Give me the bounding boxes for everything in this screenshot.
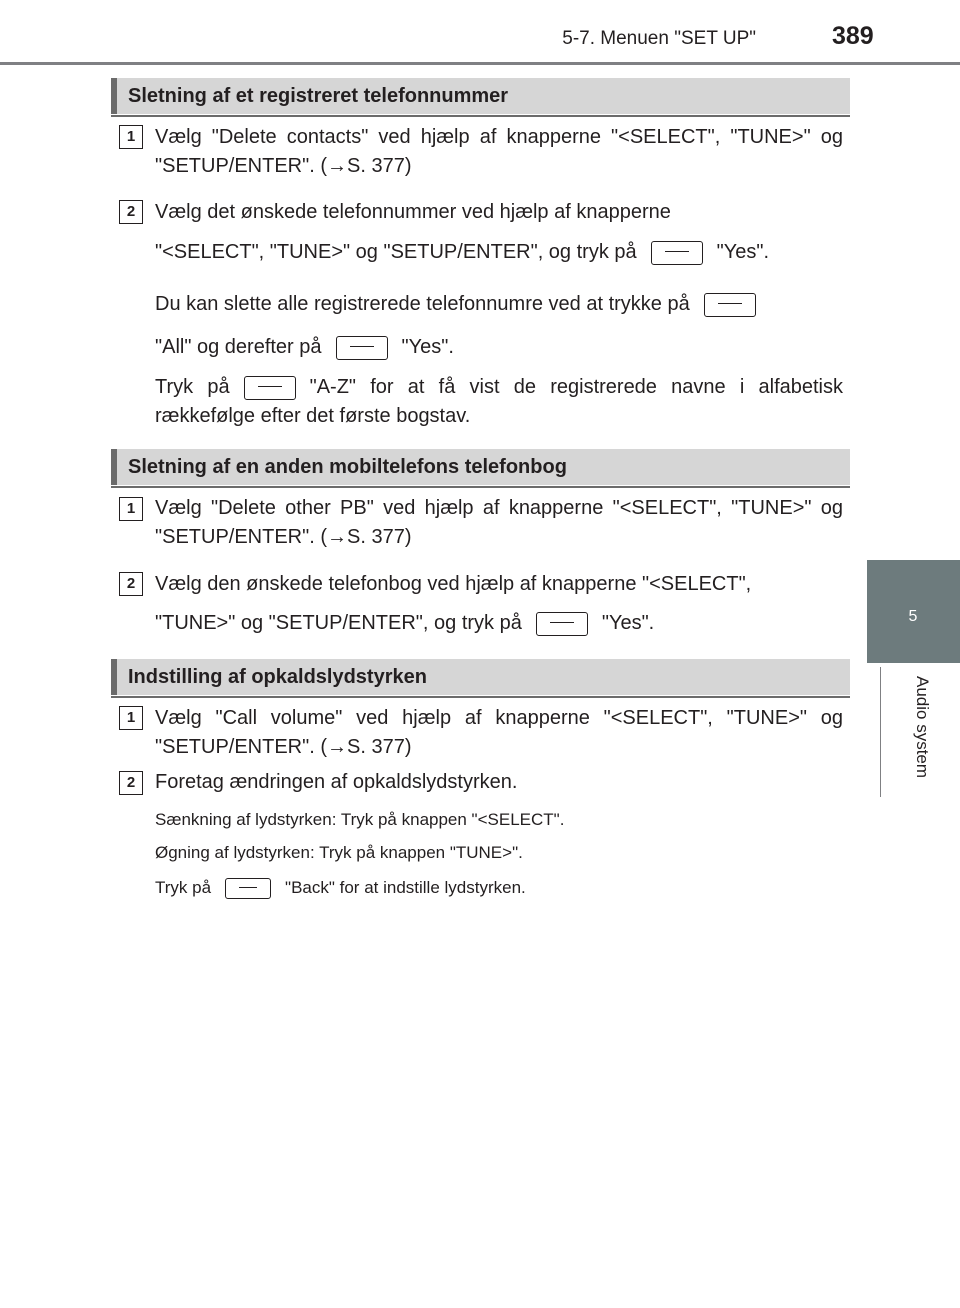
screen-button-icon xyxy=(225,878,271,899)
section-heading-call-volume: Indstilling af opkaldslydstyrken xyxy=(111,659,850,695)
screen-button-icon xyxy=(536,612,588,636)
note-text: Tryk på xyxy=(155,878,212,897)
step-text-part: "TUNE>" og "SETUP/ENTER", og tryk på xyxy=(155,612,522,634)
chapter-tab-divider xyxy=(880,667,881,797)
note-line xyxy=(155,878,526,899)
note-text: Sænkning af lydstyrken: Tryk på knappen "<SELECT". xyxy=(155,810,565,829)
step-text: Vælg "Call volume" ved hjælp af knapperne "<SELECT", "TUNE>" og "SETUP/ENTER". (→S. 377) xyxy=(155,707,843,758)
note-line xyxy=(155,333,843,362)
section-heading-delete-number: Sletning af et registreret telefonnummer xyxy=(111,78,850,114)
note-text: "Back" for at indstille lydstyrken. xyxy=(285,878,526,897)
step-number: 2 xyxy=(119,572,143,596)
step-text-line xyxy=(155,609,843,638)
note-text: "A-Z" for at få vist de registrerede navne i alfabetisk rækkefølge efter det første bogstav. xyxy=(155,376,843,427)
page-number: 389 xyxy=(832,22,874,50)
screen-button-icon xyxy=(704,293,756,317)
screen-button-icon xyxy=(336,336,388,360)
header-divider xyxy=(0,62,960,65)
note-text: Tryk på xyxy=(155,376,230,398)
step-text-part: "<SELECT", "TUNE>" og "SETUP/ENTER", og tryk på xyxy=(155,241,637,263)
running-header-title: 5-7. Menuen "SET UP" xyxy=(562,28,756,49)
step-number: 2 xyxy=(119,200,143,224)
screen-button-icon xyxy=(244,376,296,400)
step-text: Vælg den ønskede telefonbog ved hjælp af knapperne "<SELECT", xyxy=(155,573,752,595)
step-number: 1 xyxy=(119,125,143,149)
section-heading-delete-phonebook: Sletning af en anden mobiltelefons telefonbog xyxy=(111,449,850,485)
chapter-tab-number: 5 xyxy=(908,608,918,625)
screen-button-icon xyxy=(651,241,703,265)
step-text: Vælg "Delete other PB" ved hjælp af knapperne "<SELECT", "TUNE>" og "SETUP/ENTER". (→S. 377) xyxy=(155,497,843,548)
step-text: Vælg det ønskede telefonnummer ved hjælp af knapperne xyxy=(155,201,671,223)
step-number: 2 xyxy=(119,771,143,795)
step-text: Foretag ændringen af opkaldslydstyrken. xyxy=(155,771,518,793)
chapter-tab-label: Audio system xyxy=(913,676,932,779)
step-text-part: "Yes". xyxy=(716,241,770,263)
note-text: Øgning af lydstyrken: Tryk på knappen "TUNE>". xyxy=(155,843,523,862)
note-text: "Yes". xyxy=(401,336,454,358)
note-text: "All" og derefter på xyxy=(155,336,322,358)
step-text: Vælg "Delete contacts" ved hjælp af knapperne "<SELECT", "TUNE>" og "SETUP/ENTER". (→S. 377) xyxy=(155,126,843,177)
step-number: 1 xyxy=(119,706,143,730)
step-text-part: "Yes". xyxy=(601,612,655,634)
step-number: 1 xyxy=(119,497,143,521)
note-paragraph xyxy=(155,373,843,431)
note-text: Du kan slette alle registrerede telefonnumre ved at trykke på xyxy=(155,293,690,315)
note-line xyxy=(155,290,843,319)
step-text-line xyxy=(155,238,843,267)
